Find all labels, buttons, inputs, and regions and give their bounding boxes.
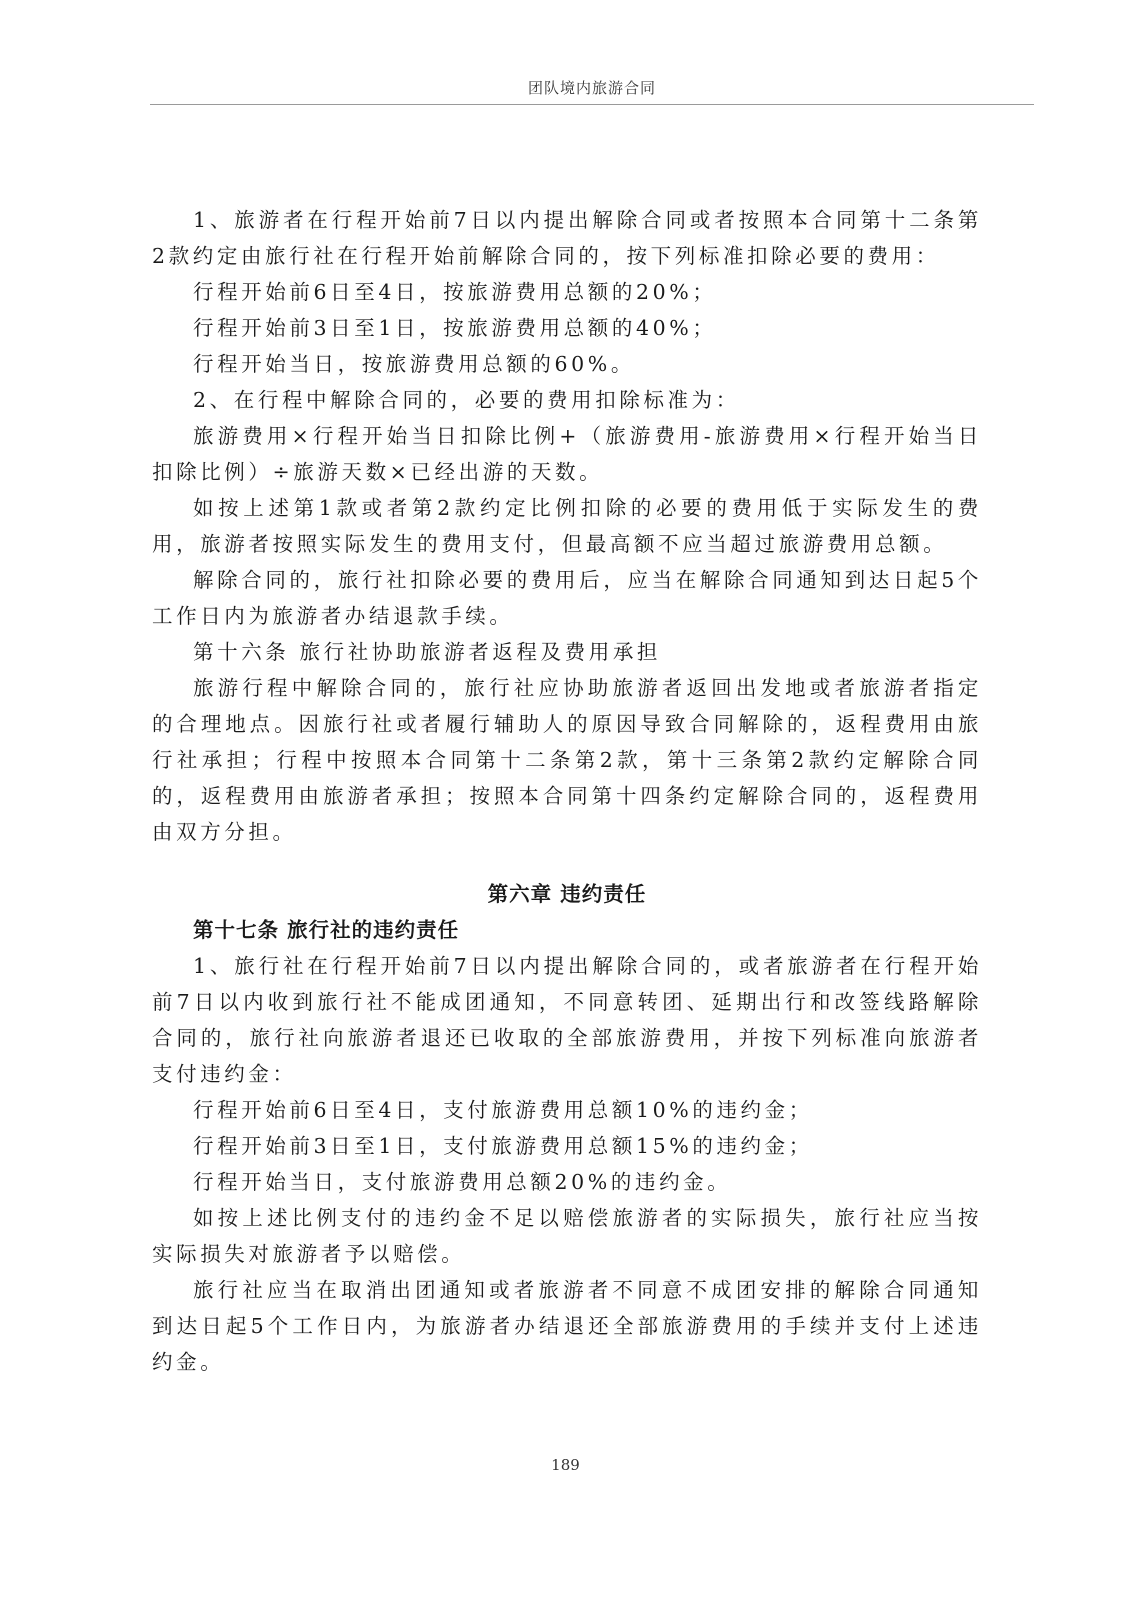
penalty-same-day: 行程开始当日，支付旅游费用总额20%的违约金。	[193, 1170, 732, 1194]
penalty-6-to-4-days: 行程开始前6日至4日，支付旅游费用总额10%的违约金；	[193, 1098, 813, 1122]
deduction-3-to-1-days: 行程开始前3日至1日，按旅游费用总额的40%；	[193, 316, 717, 340]
deduction-6-to-4-days: 行程开始前6日至4日，按旅游费用总额的20%；	[193, 280, 717, 304]
clause-1-deduction-rule: 1、旅游者在行程开始前7日以内提出解除合同或者按照本合同第十二条第2款约定由旅行社在行程开始前解除合同的，按下列标准扣除必要的费用：	[152, 208, 982, 268]
deduction-formula: 旅游费用×行程开始当日扣除比例+（旅游费用-旅游费用×行程开始当日扣除比例）÷旅游天数×已经出游的天数。	[152, 424, 982, 484]
page-number: 189	[551, 1456, 580, 1474]
return-trip-paragraph: 旅游行程中解除合同的，旅行社应协助旅游者返回出发地或者旅游者指定的合理地点。因旅行社或者履行辅助人的原因导致合同解除的，返程费用由旅行社承担；行程中按照本合同第十二条第2款，第十三条第2款约定解除合同的，返程费用由旅游者承担；按照本合同第十四条约定解除合同的，返程费用由双方分担。	[152, 676, 982, 844]
refund-and-penalty-deadline: 旅行社应当在取消出团通知或者旅游者不同意不成团安排的解除合同通知到达日起5个工作日内，为旅游者办结退还全部旅游费用的手续并支付上述违约金。	[152, 1278, 982, 1374]
deduction-same-day: 行程开始当日，按旅游费用总额的60%。	[193, 352, 635, 376]
compensation-paragraph: 如按上述比例支付的违约金不足以赔偿旅游者的实际损失，旅行社应当按实际损失对旅游者予以赔偿。	[152, 1206, 982, 1266]
clause-2-in-trip-rule: 2、在行程中解除合同的，必要的费用扣除标准为：	[193, 388, 740, 412]
chapter-title: 第六章 违约责任	[487, 882, 647, 906]
refund-deadline-paragraph: 解除合同的，旅行社扣除必要的费用后，应当在解除合同通知到达日起5个工作日内为旅游者办结退款手续。	[152, 568, 982, 628]
article-16-title: 第十六条 旅行社协助旅游者返程及费用承担	[193, 640, 662, 664]
actual-cost-paragraph: 如按上述第1款或者第2款约定比例扣除的必要的费用低于实际发生的费用，旅游者按照实际发生的费用支付，但最高额不应当超过旅游费用总额。	[152, 496, 982, 556]
header-title: 团队境内旅游合同	[527, 79, 656, 97]
penalty-clause-1: 1、旅行社在行程开始前7日以内提出解除合同的，或者旅游者在行程开始前7日以内收到旅行社不能成团通知，不同意转团、延期出行和改签线路解除合同的，旅行社向旅游者退还已收取的全部旅游费用，并按下列标准向旅游者支付违约金：	[152, 954, 982, 1086]
document-body	[152, 202, 982, 1380]
running-header	[150, 76, 1034, 105]
penalty-3-to-1-days: 行程开始前3日至1日，支付旅游费用总额15%的违约金；	[193, 1134, 813, 1158]
article-17-title: 第十七条 旅行社的违约责任	[193, 918, 460, 942]
